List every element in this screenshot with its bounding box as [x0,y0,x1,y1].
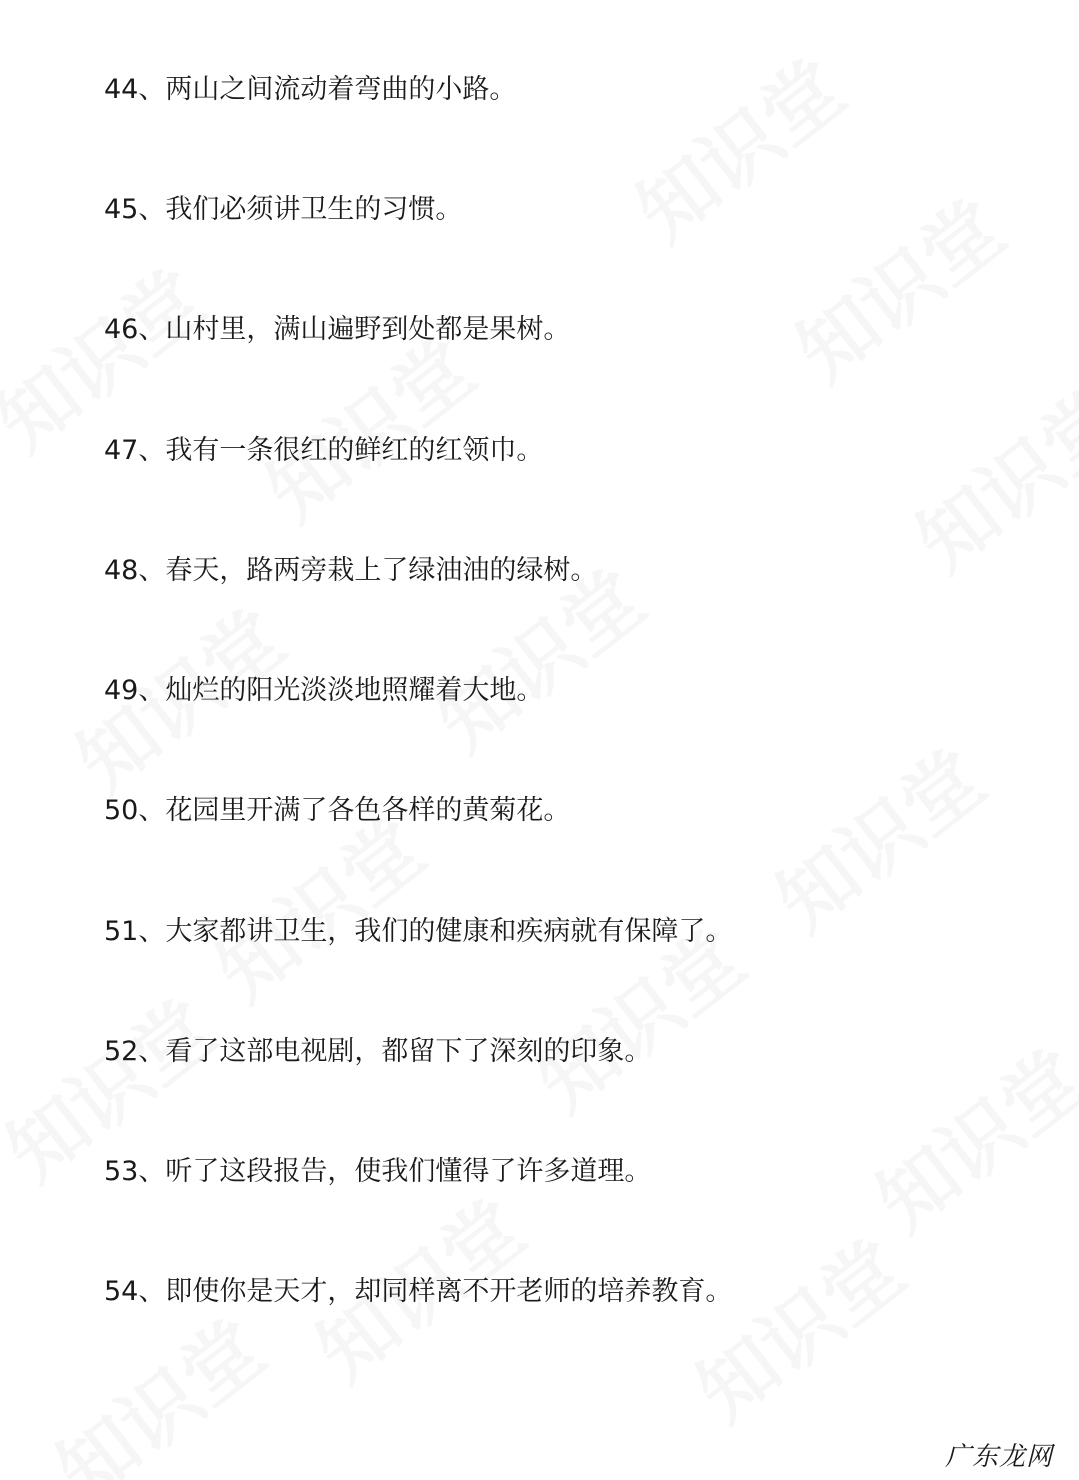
sentence-text: 灿烂的阳光淡淡地照耀着大地。 [165,675,544,706]
sentence-number: 52 [104,1036,139,1067]
sentence-49 [104,671,543,711]
sentence-54 [104,1272,732,1312]
sentence-number: 48 [104,555,139,586]
sentence-48 [104,551,597,591]
sentence-separator: 、 [138,74,166,105]
sentence-number: 47 [104,435,139,466]
sentence-53 [104,1152,651,1192]
sentence-separator: 、 [138,1036,166,1067]
sentence-separator: 、 [138,1156,166,1187]
watermark-text [30,1290,283,1480]
watermark-text [890,360,1079,592]
watermark-text [850,1020,1079,1252]
sentence-number: 44 [104,74,139,105]
sentence-text: 听了这段报告，使我们懂得了许多道理。 [165,1156,652,1187]
sentence-number: 49 [104,675,139,706]
site-logo [919,1428,1079,1480]
sentence-separator: 、 [138,675,166,706]
watermark-text [770,170,1023,402]
sentence-text: 大家都讲卫生，我们的健康和疾病就有保障了。 [165,916,733,947]
sentence-51 [104,912,732,952]
sentence-number: 45 [104,194,139,225]
sentence-number: 46 [104,314,139,345]
sentence-46 [104,310,570,350]
sentence-text: 两山之间流动着弯曲的小路。 [165,74,517,105]
sentence-text: 我们必须讲卫生的习惯。 [165,194,463,225]
sentence-45 [104,190,462,230]
site-logo-text: 广东龙网 [944,1441,1053,1472]
sentence-separator: 、 [138,1276,166,1307]
sentence-50 [104,791,570,831]
sentence-number: 50 [104,795,139,826]
sentence-text: 即使你是天才，却同样离不开老师的培养教育。 [165,1276,733,1307]
sentence-separator: 、 [138,795,166,826]
sentence-text: 我有一条很红的鲜红的红领巾。 [165,435,544,466]
watermark-text [750,720,1003,952]
sentence-text: 看了这部电视剧，都留下了深刻的印象。 [165,1036,652,1067]
sentence-47 [104,431,543,471]
sentence-text: 山村里，满山遍野到处都是果树。 [165,314,571,345]
watermark-text [670,1210,923,1442]
sentence-separator: 、 [138,314,166,345]
sentence-separator: 、 [138,916,166,947]
sentence-text: 春天，路两旁栽上了绿油油的绿树。 [165,555,598,586]
sentence-number: 51 [104,916,139,947]
sentence-separator: 、 [138,435,166,466]
sentence-52 [104,1032,651,1072]
watermark-text [610,30,863,262]
sentence-44 [104,70,516,110]
sentence-number: 53 [104,1156,139,1187]
sentence-text: 花园里开满了各色各样的黄菊花。 [165,795,571,826]
sentence-separator: 、 [138,555,166,586]
sentence-separator: 、 [138,194,166,225]
sentence-number: 54 [104,1276,139,1307]
